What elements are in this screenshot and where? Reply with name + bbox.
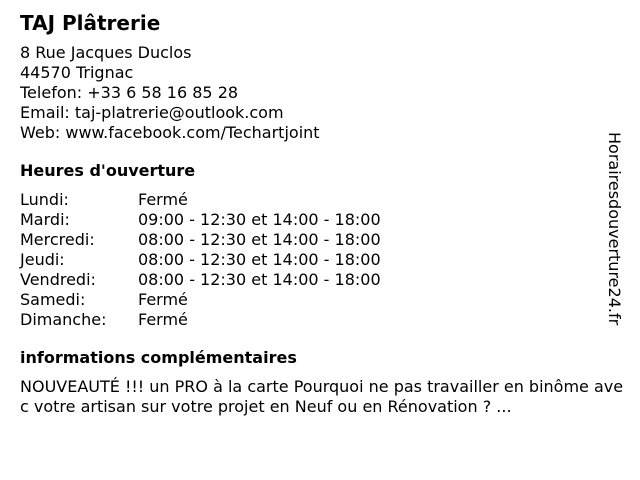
extra-info-heading: informations complémentaires [20,348,297,367]
phone-link[interactable]: +33 6 58 16 85 28 [87,83,239,102]
day-label: Jeudi: [20,250,65,269]
day-label: Lundi: [20,190,69,209]
hours-row [20,230,381,250]
site-credit-vertical[interactable]: Horairesdouverture24.fr [605,132,624,326]
hours-heading: Heures d'ouverture [20,161,196,180]
address-line-street: 8 Rue Jacques Duclos [20,43,192,62]
day-label: Dimanche: [20,310,107,329]
day-hours: Fermé [138,190,188,209]
hours-row [20,290,381,310]
web-label: Web: [20,123,66,142]
day-label: Mardi: [20,210,70,229]
day-hours: 08:00 - 12:30 et 14:00 - 18:00 [138,250,381,269]
day-label: Vendredi: [20,270,96,289]
address-line-city: 44570 Trignac [20,63,134,82]
email-label: Email: [20,103,75,122]
web-link[interactable]: www.facebook.com/Techartjoint [65,123,320,142]
day-hours: 08:00 - 12:30 et 14:00 - 18:00 [138,270,381,289]
hours-row [20,250,381,270]
day-hours: 09:00 - 12:30 et 14:00 - 18:00 [138,210,381,229]
web-row [20,123,620,143]
hours-row [20,270,381,290]
hours-row [20,310,381,330]
day-label: Samedi: [20,290,86,309]
phone-row [20,83,620,103]
opening-hours-table [20,190,381,330]
business-card [20,9,624,417]
day-hours: 08:00 - 12:30 et 14:00 - 18:00 [138,230,381,249]
phone-label: Telefon: [20,83,88,102]
hours-row [20,210,381,230]
extra-info-text: NOUVEAUTÉ !!! un PRO à la carte Pourquoi ne pas travailler en binôme avec votre artisan sur votre projet en Neuf ou en Rénovation ? ... [20,377,624,416]
business-name: TAJ Plâtrerie [20,11,161,35]
hours-row [20,190,381,210]
email-row [20,103,620,123]
day-label: Mercredi: [20,230,95,249]
day-hours: Fermé [138,290,188,309]
email-link[interactable]: taj-platrerie@outlook.com [74,103,284,122]
day-hours: Fermé [138,310,188,329]
